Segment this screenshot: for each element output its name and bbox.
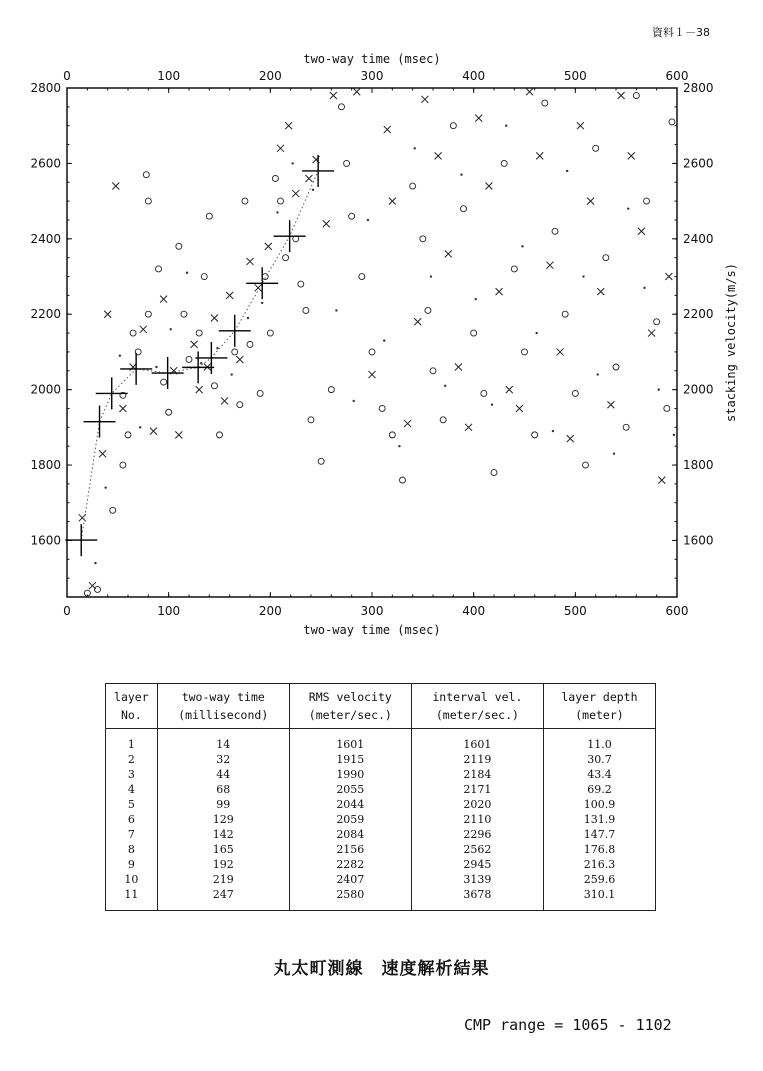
semblance-cross-point: [496, 288, 503, 295]
table-cell: 1915: [289, 752, 411, 767]
semblance-cross-point: [160, 296, 167, 303]
table-cell: 147.7: [543, 827, 655, 842]
table-cell: 99: [157, 797, 289, 812]
semblance-circle-point: [211, 383, 217, 389]
semblance-circle-point: [303, 307, 309, 313]
semblance-circle-point: [583, 462, 589, 468]
semblance-cross-point: [506, 386, 513, 393]
semblance-circle-point: [430, 368, 436, 374]
table-row: [106, 797, 656, 812]
velocity-pick-marker: [274, 220, 306, 252]
y-tick-label-right: 1600: [683, 533, 714, 548]
semblance-cross-point: [330, 92, 337, 99]
semblance-dot-point: [119, 354, 121, 356]
semblance-cross-point: [546, 262, 553, 269]
semblance-cross-point: [465, 424, 472, 431]
table-cell: 1601: [289, 729, 411, 753]
table-cell: 310.1: [543, 887, 655, 911]
y-tick-label-left: 2600: [30, 156, 61, 171]
semblance-dot-point: [261, 302, 263, 304]
semblance-circle-point: [623, 424, 629, 430]
semblance-circle-point: [339, 104, 345, 110]
table-cell: 131.9: [543, 812, 655, 827]
table-cell: 2407: [289, 872, 411, 887]
table-row: [106, 827, 656, 842]
table-cell: 2020: [411, 797, 543, 812]
semblance-dot-point: [673, 434, 675, 436]
semblance-circle-point: [217, 432, 223, 438]
semblance-circle-point: [572, 390, 578, 396]
semblance-circle-point: [542, 100, 548, 106]
semblance-dot-point: [367, 219, 369, 221]
table-cell: 69.2: [543, 782, 655, 797]
semblance-cross-point: [577, 122, 584, 129]
semblance-circle-point: [272, 175, 278, 181]
semblance-circle-point: [267, 330, 273, 336]
velocity-pick-marker: [246, 267, 278, 299]
plot-frame: [67, 88, 677, 597]
semblance-cross-point: [516, 405, 523, 412]
semblance-dot-point: [521, 245, 523, 247]
table-cell: 192: [157, 857, 289, 872]
semblance-circle-point: [130, 330, 136, 336]
semblance-dot-point: [552, 430, 554, 432]
semblance-dot-point: [536, 332, 538, 334]
header-interval-velocity: interval vel. (meter/sec.): [411, 684, 543, 729]
table-cell: 142: [157, 827, 289, 842]
semblance-dot-point: [566, 170, 568, 172]
table-row: [106, 729, 656, 753]
semblance-circle-point: [511, 266, 517, 272]
semblance-cross-point: [285, 122, 292, 129]
semblance-dot-point: [335, 309, 337, 311]
x-tick-label-top: 100: [157, 69, 181, 83]
table-cell: 259.6: [543, 872, 655, 887]
velocity-pick-marker: [96, 377, 128, 409]
semblance-circle-point: [186, 356, 192, 362]
table-row: [106, 782, 656, 797]
semblance-circle-point: [161, 379, 167, 385]
x-tick-label-bottom: 600: [665, 604, 689, 618]
x-tick-label-top: 500: [563, 69, 587, 83]
semblance-cross-point: [89, 582, 96, 589]
semblance-circle-point: [420, 236, 426, 242]
y-tick-label-right: 2400: [683, 231, 714, 246]
header-two-way-time: two-way time (millisecond): [157, 684, 289, 729]
semblance-dot-point: [231, 373, 233, 375]
semblance-dot-point: [460, 174, 462, 176]
semblance-circle-point: [400, 477, 406, 483]
semblance-cross-point: [389, 198, 396, 205]
semblance-circle-point: [242, 198, 248, 204]
semblance-circle-point: [593, 145, 599, 151]
semblance-circle-point: [206, 213, 212, 219]
semblance-cross-point: [455, 364, 462, 371]
x-tick-label-top: 300: [360, 69, 384, 83]
semblance-cross-point: [265, 243, 272, 250]
semblance-circle-point: [156, 266, 162, 272]
semblance-circle-point: [145, 311, 151, 317]
table-cell: 129: [157, 812, 289, 827]
semblance-cross-point: [665, 273, 672, 280]
semblance-dot-point: [170, 328, 172, 330]
table-cell: 43.4: [543, 767, 655, 782]
y-tick-label-left: 2200: [30, 307, 61, 322]
table-cell: 176.8: [543, 842, 655, 857]
table-cell: 2945: [411, 857, 543, 872]
table-header-row: [106, 684, 656, 729]
table-cell: 2171: [411, 782, 543, 797]
semblance-circle-point: [522, 349, 528, 355]
table-cell: 2084: [289, 827, 411, 842]
header-rms-velocity: RMS velocity (meter/sec.): [289, 684, 411, 729]
table-cell: 7: [106, 827, 158, 842]
y-tick-label-right: 2000: [683, 382, 714, 397]
semblance-circle-point: [501, 160, 507, 166]
table-cell: 44: [157, 767, 289, 782]
semblance-circle-point: [95, 586, 101, 592]
table-cell: 30.7: [543, 752, 655, 767]
semblance-cross-point: [226, 292, 233, 299]
table-cell: 2156: [289, 842, 411, 857]
page-reference: 資料１－38: [652, 26, 710, 39]
semblance-circle-point: [613, 364, 619, 370]
table-cell: 2119: [411, 752, 543, 767]
semblance-cross-point: [485, 183, 492, 190]
semblance-circle-point: [145, 198, 151, 204]
semblance-cross-point: [435, 152, 442, 159]
cmp-range: CMP range = 1065 - 1102: [464, 1016, 672, 1034]
x-axis-title-top: two-way time (msec): [303, 52, 441, 66]
velocity-pick-marker: [182, 351, 214, 383]
semblance-dot-point: [292, 162, 294, 164]
semblance-cross-point: [421, 96, 428, 103]
table-cell: 5: [106, 797, 158, 812]
table-cell: 9: [106, 857, 158, 872]
table-cell: 10: [106, 872, 158, 887]
semblance-dot-point: [383, 339, 385, 341]
y-tick-label-left: 1800: [30, 458, 61, 473]
header-layer: layer No.: [106, 684, 158, 729]
table-cell: 2044: [289, 797, 411, 812]
layer-table: [105, 683, 656, 911]
semblance-circle-point: [669, 119, 675, 125]
y-axis-title: stacking velocity(m/s): [724, 263, 738, 422]
table-cell: 14: [157, 729, 289, 753]
semblance-cross-point: [607, 401, 614, 408]
semblance-dot-point: [597, 373, 599, 375]
semblance-dot-point: [104, 486, 106, 488]
semblance-cross-point: [305, 175, 312, 182]
x-tick-label-bottom: 300: [360, 604, 384, 618]
semblance-circle-point: [196, 330, 202, 336]
semblance-circle-point: [425, 307, 431, 313]
semblance-circle-point: [379, 405, 385, 411]
table-cell: 11: [106, 887, 158, 911]
table-row: [106, 872, 656, 887]
table-cell: 2296: [411, 827, 543, 842]
semblance-circle-point: [308, 417, 314, 423]
table-cell: 11.0: [543, 729, 655, 753]
x-tick-label-bottom: 100: [157, 604, 181, 618]
semblance-circle-point: [450, 123, 456, 129]
semblance-dot-point: [613, 453, 615, 455]
table-cell: 165: [157, 842, 289, 857]
semblance-dot-point: [186, 272, 188, 274]
table-row: [106, 767, 656, 782]
semblance-cross-point: [323, 220, 330, 227]
semblance-cross-point: [191, 341, 198, 348]
semblance-circle-point: [562, 311, 568, 317]
semblance-cross-point: [597, 288, 604, 295]
semblance-cross-point: [99, 450, 106, 457]
semblance-dot-point: [491, 404, 493, 406]
semblance-cross-point: [236, 356, 243, 363]
semblance-dot-point: [94, 562, 96, 564]
semblance-cross-point: [353, 88, 360, 95]
semblance-circle-point: [644, 198, 650, 204]
semblance-cross-point: [369, 371, 376, 378]
semblance-dot-point: [353, 400, 355, 402]
velocity-pick-marker: [152, 357, 184, 389]
x-tick-label-top: 200: [258, 69, 282, 83]
semblance-cross-point: [277, 145, 284, 152]
semblance-cross-point: [211, 314, 218, 321]
semblance-circle-point: [278, 198, 284, 204]
semblance-dot-point: [312, 189, 314, 191]
table-cell: 2184: [411, 767, 543, 782]
semblance-circle-point: [318, 458, 324, 464]
semblance-dot-point: [475, 298, 477, 300]
velocity-pick-marker: [84, 406, 116, 438]
semblance-circle-point: [176, 243, 182, 249]
semblance-dot-point: [643, 287, 645, 289]
semblance-circle-point: [349, 213, 355, 219]
semblance-circle-point: [257, 390, 263, 396]
semblance-cross-point: [221, 397, 228, 404]
semblance-cross-point: [618, 92, 625, 99]
x-axis-title-bottom: two-way time (msec): [303, 623, 441, 637]
x-tick-label-top: 600: [665, 69, 689, 83]
semblance-circle-point: [552, 228, 558, 234]
semblance-circle-point: [110, 507, 116, 513]
y-tick-label-right: 2600: [683, 156, 714, 171]
table-cell: 68: [157, 782, 289, 797]
table-cell: 2055: [289, 782, 411, 797]
semblance-dot-point: [582, 275, 584, 277]
table-cell: 6: [106, 812, 158, 827]
table-cell: 3678: [411, 887, 543, 911]
semblance-cross-point: [104, 311, 111, 318]
semblance-cross-point: [292, 190, 299, 197]
table-cell: 3: [106, 767, 158, 782]
semblance-circle-point: [532, 432, 538, 438]
table-cell: 3139: [411, 872, 543, 887]
semblance-circle-point: [359, 274, 365, 280]
semblance-cross-point: [175, 431, 182, 438]
velocity-function-line: [81, 171, 318, 540]
table-cell: 32: [157, 752, 289, 767]
semblance-dot-point: [155, 366, 157, 368]
semblance-circle-point: [283, 255, 289, 261]
table-cell: 2580: [289, 887, 411, 911]
table-row: [106, 752, 656, 767]
table-cell: 1990: [289, 767, 411, 782]
semblance-cross-point: [196, 386, 203, 393]
semblance-circle-point: [369, 349, 375, 355]
semblance-dot-point: [627, 207, 629, 209]
semblance-cross-point: [119, 405, 126, 412]
semblance-circle-point: [181, 311, 187, 317]
semblance-dot-point: [444, 385, 446, 387]
semblance-circle-point: [440, 417, 446, 423]
semblance-cross-point: [414, 318, 421, 325]
table-row: [106, 842, 656, 857]
semblance-circle-point: [461, 206, 467, 212]
table-cell: 2059: [289, 812, 411, 827]
semblance-cross-point: [445, 250, 452, 257]
semblance-circle-point: [471, 330, 477, 336]
table-cell: 2110: [411, 812, 543, 827]
x-tick-label-bottom: 400: [462, 604, 486, 618]
semblance-circle-point: [633, 93, 639, 99]
velocity-pick-marker: [65, 524, 97, 556]
semblance-dot-point: [398, 445, 400, 447]
semblance-circle-point: [389, 432, 395, 438]
semblance-circle-point: [654, 319, 660, 325]
velocity-pick-marker: [219, 315, 251, 347]
semblance-dot-point: [247, 317, 249, 319]
semblance-circle-point: [603, 255, 609, 261]
x-tick-label-top: 400: [462, 69, 486, 83]
table-row: [106, 857, 656, 872]
semblance-circle-point: [328, 387, 334, 393]
table-cell: 1: [106, 729, 158, 753]
semblance-dot-point: [139, 426, 141, 428]
semblance-cross-point: [404, 420, 411, 427]
semblance-cross-point: [638, 228, 645, 235]
table-cell: 2: [106, 752, 158, 767]
semblance-cross-point: [247, 258, 254, 265]
semblance-cross-point: [475, 115, 482, 122]
semblance-cross-point: [526, 88, 533, 95]
semblance-cross-point: [587, 198, 594, 205]
semblance-dot-point: [658, 388, 660, 390]
semblance-circle-point: [298, 281, 304, 287]
y-tick-label-left: 1600: [30, 533, 61, 548]
semblance-cross-point: [557, 348, 564, 355]
semblance-circle-point: [247, 341, 253, 347]
header-layer-depth: layer depth (meter): [543, 684, 655, 729]
y-tick-label-left: 2400: [30, 231, 61, 246]
semblance-cross-point: [112, 183, 119, 190]
velocity-pick-marker: [302, 155, 334, 187]
semblance-circle-point: [664, 405, 670, 411]
semblance-circle-point: [201, 274, 207, 280]
y-tick-label-right: 1800: [683, 458, 714, 473]
table-cell: 2282: [289, 857, 411, 872]
semblance-cross-point: [628, 152, 635, 159]
semblance-circle-point: [120, 462, 126, 468]
semblance-dot-point: [505, 125, 507, 127]
x-tick-label-bottom: 0: [63, 604, 71, 618]
table-row: [106, 812, 656, 827]
semblance-circle-point: [166, 409, 172, 415]
table-row: [106, 887, 656, 911]
semblance-circle-point: [481, 390, 487, 396]
semblance-dot-point: [414, 147, 416, 149]
semblance-cross-point: [536, 152, 543, 159]
semblance-dot-point: [430, 275, 432, 277]
table-cell: 247: [157, 887, 289, 911]
semblance-cross-point: [150, 428, 157, 435]
semblance-cross-point: [567, 435, 574, 442]
table-cell: 1601: [411, 729, 543, 753]
table-cell: 8: [106, 842, 158, 857]
y-tick-label-right: 2200: [683, 307, 714, 322]
x-tick-label-top: 0: [63, 69, 71, 83]
table-cell: 2562: [411, 842, 543, 857]
velocity-pick-marker: [195, 342, 227, 374]
semblance-cross-point: [140, 326, 147, 333]
semblance-circle-point: [232, 349, 238, 355]
y-tick-label-right: 2800: [683, 81, 714, 95]
figure-caption: 丸太町測線 速度解析結果: [273, 959, 490, 979]
table-cell: 216.3: [543, 857, 655, 872]
x-tick-label-bottom: 200: [258, 604, 282, 618]
semblance-circle-point: [344, 160, 350, 166]
semblance-dot-point: [216, 347, 218, 349]
y-tick-label-left: 2800: [30, 81, 61, 95]
semblance-circle-point: [143, 172, 149, 178]
semblance-dot-point: [276, 211, 278, 213]
x-tick-label-bottom: 500: [563, 604, 587, 618]
semblance-cross-point: [648, 330, 655, 337]
semblance-cross-point: [658, 477, 665, 484]
y-tick-label-left: 2000: [30, 382, 61, 397]
table-cell: 100.9: [543, 797, 655, 812]
semblance-circle-point: [125, 432, 131, 438]
semblance-circle-point: [237, 402, 243, 408]
semblance-cross-point: [384, 126, 391, 133]
semblance-circle-point: [491, 470, 497, 476]
semblance-circle-point: [410, 183, 416, 189]
table-cell: 219: [157, 872, 289, 887]
table-cell: 4: [106, 782, 158, 797]
